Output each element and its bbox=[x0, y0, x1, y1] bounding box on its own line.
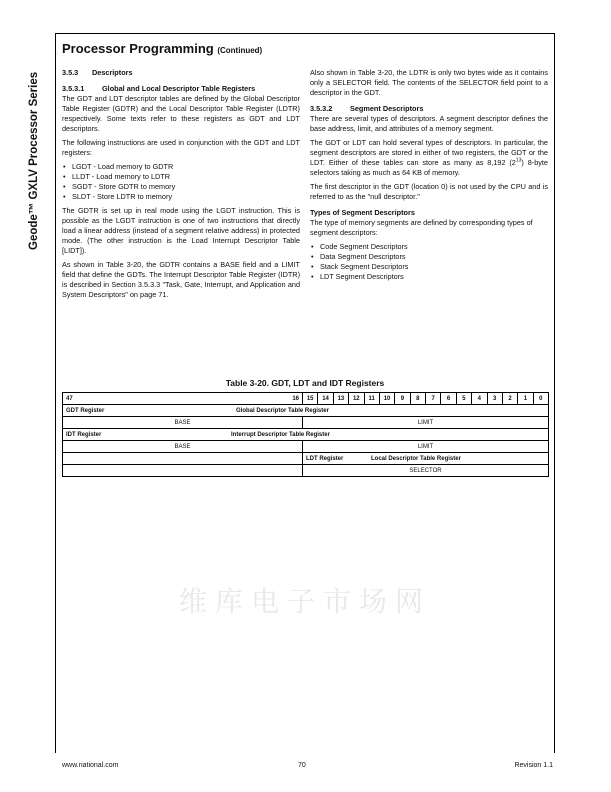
instruction-list bbox=[62, 162, 300, 202]
empty-cell bbox=[63, 465, 303, 477]
bit-cell: 6 bbox=[441, 393, 456, 405]
bit-cell: 12 bbox=[349, 393, 364, 405]
gdt-desc: Global Descriptor Table Register bbox=[236, 407, 329, 414]
text: ) 8-byte selectors taking as much as 64 KB of memory. bbox=[310, 158, 548, 177]
bit-cell: 13 bbox=[333, 393, 348, 405]
page-title bbox=[62, 41, 262, 56]
gdt-label: GDT Register bbox=[66, 407, 105, 414]
bit-47: 47 bbox=[66, 395, 73, 402]
bit-cell: 15 bbox=[303, 393, 318, 405]
register-table bbox=[62, 392, 549, 477]
superscript: 13 bbox=[515, 157, 522, 164]
revision: Revision 1.1 bbox=[514, 762, 553, 769]
base-field: BASE bbox=[63, 417, 303, 429]
bit-cell: 3 bbox=[487, 393, 502, 405]
gdt-title-cell bbox=[63, 405, 549, 417]
subsection-title: Segment Descriptors bbox=[350, 104, 424, 113]
ldt-title-row bbox=[63, 453, 549, 465]
base-field: BASE bbox=[63, 441, 303, 453]
ldt-fields-row bbox=[63, 465, 549, 477]
list-item: • SLDT - Store LDTR to memory bbox=[62, 192, 300, 202]
bit-cell: 8 bbox=[410, 393, 425, 405]
paragraph: Also shown in Table 3-20, the LDTR is only two bytes wide as it contains only a SELECTOR field. The contents of the SELECTOR field point to a descriptor in the GDT. bbox=[310, 68, 548, 97]
left-column bbox=[62, 68, 300, 304]
paragraph: The GDTR is set up in real mode using the LGDT instruction. This is possible as the LGDT instruction is one of two instructions that directly load a linear address (instead of a segment relative address) in protected mode. (The other instruction is the Load Interrupt Descriptor Table [LIDT]). bbox=[62, 206, 300, 255]
subsection-title: Global and Local Descriptor Table Registers bbox=[102, 84, 256, 93]
descriptor-list bbox=[310, 242, 548, 282]
paragraph: There are several types of descriptors. A segment descriptor defines the base address, limit, and attributes of a memory segment. bbox=[310, 114, 548, 133]
bit-cell: 7 bbox=[426, 393, 441, 405]
table-caption: Table 3-20. GDT, LDT and IDT Registers bbox=[225, 378, 385, 388]
subsection-number: 3.5.3.2 bbox=[310, 104, 333, 113]
page-number: 70 bbox=[298, 762, 306, 769]
bit-cell: 4 bbox=[472, 393, 487, 405]
title-suffix: (Continued) bbox=[217, 46, 263, 55]
list-item: • LDT Segment Descriptors bbox=[310, 272, 548, 282]
list-item: • Code Segment Descriptors bbox=[310, 242, 548, 252]
idt-fields-row bbox=[63, 441, 549, 453]
list-item: • Stack Segment Descriptors bbox=[310, 262, 548, 272]
title-text: Processor Programming bbox=[62, 41, 214, 56]
bit-cell: 0 bbox=[533, 393, 548, 405]
paragraph: The following instructions are used in conjunction with the GDT and LDT registers: bbox=[62, 138, 300, 157]
subsection-heading bbox=[62, 84, 300, 94]
series-sidebar: Geode™ GXLV Processor Series bbox=[28, 71, 40, 250]
bit-16: 16 bbox=[292, 395, 299, 402]
idt-desc: Interrupt Descriptor Table Register bbox=[231, 431, 330, 438]
footer-url: www.national.com bbox=[62, 762, 119, 769]
text: The GDT or LDT can hold several types of descriptors. In particular, the segment descriptors are stored in either of two registers, the GDT or the LDT. Either of these tables can store as many as 8,192 (2 bbox=[310, 138, 548, 167]
ldt-title-cell bbox=[303, 453, 549, 465]
watermark: 维库电子市场网 bbox=[178, 586, 431, 617]
empty-cell bbox=[63, 453, 303, 465]
list-item: • Data Segment Descriptors bbox=[310, 252, 548, 262]
right-column bbox=[310, 68, 548, 286]
gdt-fields-row bbox=[63, 417, 549, 429]
ldt-label: LDT Register bbox=[306, 455, 344, 462]
paragraph bbox=[310, 138, 548, 178]
bit-cell: 9 bbox=[395, 393, 410, 405]
bit-range-cell bbox=[63, 393, 303, 405]
heading: Types of Segment Descriptors bbox=[310, 208, 415, 217]
section-number: 3.5.3 bbox=[62, 68, 79, 77]
subsection-number: 3.5.3.1 bbox=[62, 84, 85, 93]
idt-title-row bbox=[63, 429, 549, 441]
bit-cell: 5 bbox=[456, 393, 471, 405]
idt-label: IDT Register bbox=[66, 431, 102, 438]
paragraph: The GDT and LDT descriptor tables are defined by the Global Descriptor Table Register (GDTR) and the Local Descriptor Table Register (LDTR) respectively. Some texts refer to these registers as GDT and LDT descriptors. bbox=[62, 94, 300, 133]
section-title: Descriptors bbox=[92, 68, 133, 77]
list-item: • LGDT - Load memory to GDTR bbox=[62, 162, 300, 172]
ldt-desc: Local Descriptor Table Register bbox=[371, 455, 461, 462]
paragraph: The first descriptor in the GDT (location 0) is not used by the CPU and is referred to as the "null descriptor." bbox=[310, 182, 548, 201]
subsection-heading bbox=[310, 104, 548, 114]
list-item: • LLDT - Load memory to LDTR bbox=[62, 172, 300, 182]
bit-cell: 2 bbox=[502, 393, 517, 405]
paragraph: The type of memory segments are defined by corresponding types of segment descriptors: bbox=[310, 218, 533, 237]
selector-field: SELECTOR bbox=[303, 465, 549, 477]
bit-cell: 11 bbox=[364, 393, 379, 405]
bit-cell: 14 bbox=[318, 393, 333, 405]
list-item: • SGDT - Store GDTR to memory bbox=[62, 182, 300, 192]
bit-cell: 10 bbox=[379, 393, 394, 405]
bit-header-row bbox=[63, 393, 549, 405]
section-heading bbox=[62, 68, 300, 78]
bit-cell: 1 bbox=[518, 393, 533, 405]
paragraph: As shown in Table 3-20, the GDTR contains a BASE field and a LIMIT field that define the GDTs. The Interrupt Descriptor Table Register (IDTR) is described in Section 3.5.3.3 "Task, Gate, Interrupt, and Application and System Descriptors" on page 71. bbox=[62, 260, 300, 299]
idt-title-cell bbox=[63, 429, 549, 441]
limit-field: LIMIT bbox=[303, 441, 549, 453]
gdt-title-row bbox=[63, 405, 549, 417]
limit-field: LIMIT bbox=[303, 417, 549, 429]
